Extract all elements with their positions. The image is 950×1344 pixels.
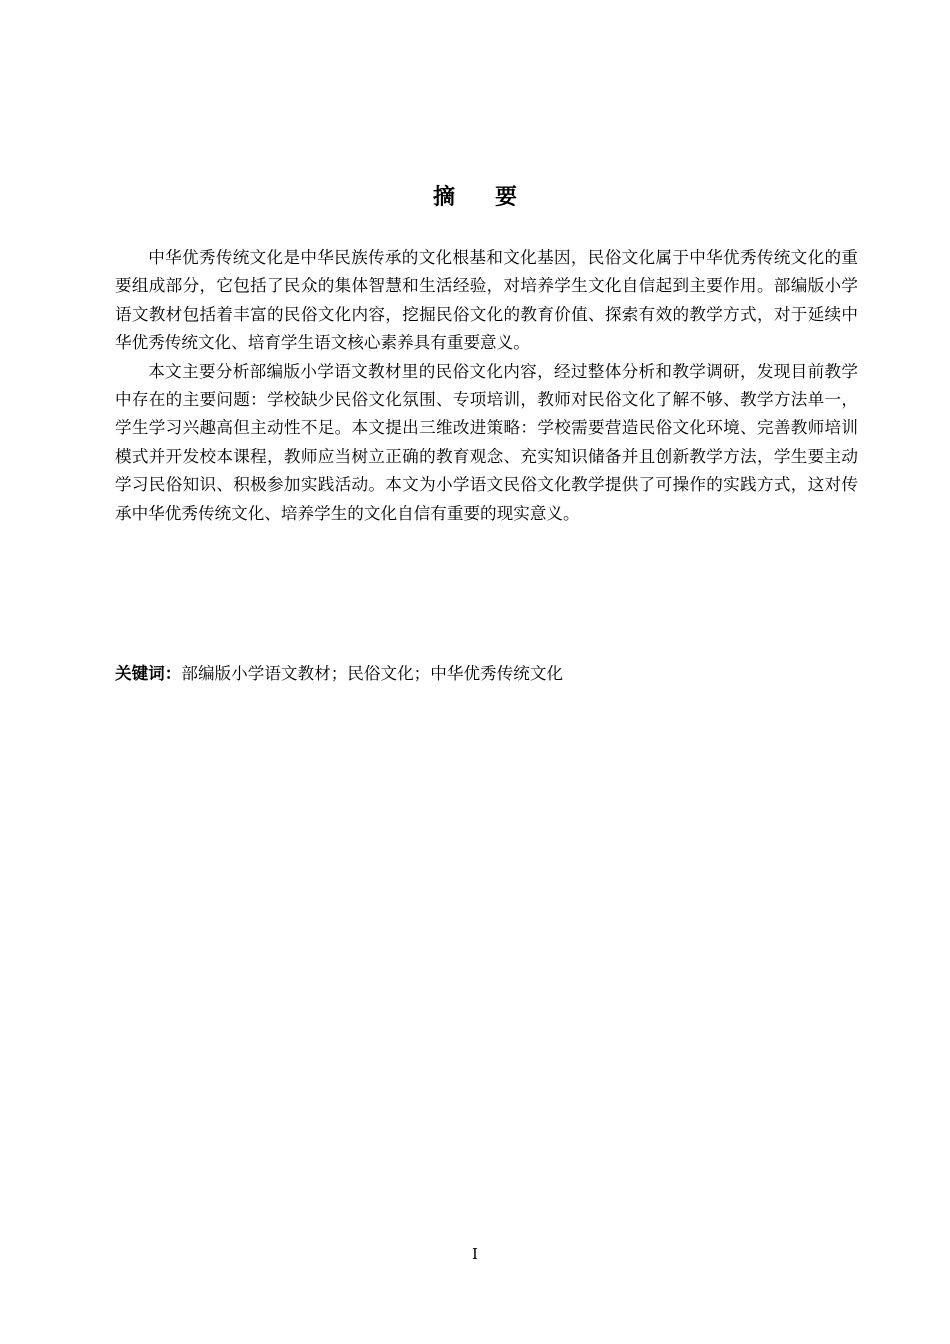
title-char-2: 要 <box>495 185 518 210</box>
title-char-1: 摘 <box>432 185 455 210</box>
abstract-title <box>0 180 950 211</box>
keywords-line <box>115 660 858 688</box>
abstract-paragraph-1: 中华优秀传统文化是中华民族传承的文化根基和文化基因，民俗文化属于中华优秀传统文化的重要组成部分，它包括了民众的集体智慧和生活经验，对培养学生文化自信起到主要作用。部编版小学语文教材包括着丰富的民俗文化内容，挖掘民俗文化的教育价值、探索有效的教学方式，对于延续中华优秀传统文化、培育学生语文核心素养具有重要意义。 <box>115 248 858 353</box>
keywords-text: 部编版小学语文教材；民俗文化；中华优秀传统文化 <box>181 664 564 683</box>
keywords-label: 关键词： <box>115 664 182 683</box>
page-number: I <box>472 1245 478 1263</box>
abstract-paragraph-2: 本文主要分析部编版小学语文教材里的民俗文化内容，经过整体分析和教学调研，发现目前教学中存在的主要问题：学校缺少民俗文化氛围、专项培训，教师对民俗文化了解不够、教学方法单一，学生学习兴趣高但主动性不足。本文提出三维改进策略：学校需要营造民俗文化环境、完善教师培训模式并开发校本课程，教师应当树立正确的教育观念、充实知识储备并且创新教学方法，学生要主动学习民俗知识、积极参加实践活动。本文为小学语文民俗文化教学提供了可操作的实践方式，这对传承中华优秀传统文化、培养学生的文化自信有重要的现实意义。 <box>115 361 858 523</box>
abstract-body <box>115 244 858 528</box>
